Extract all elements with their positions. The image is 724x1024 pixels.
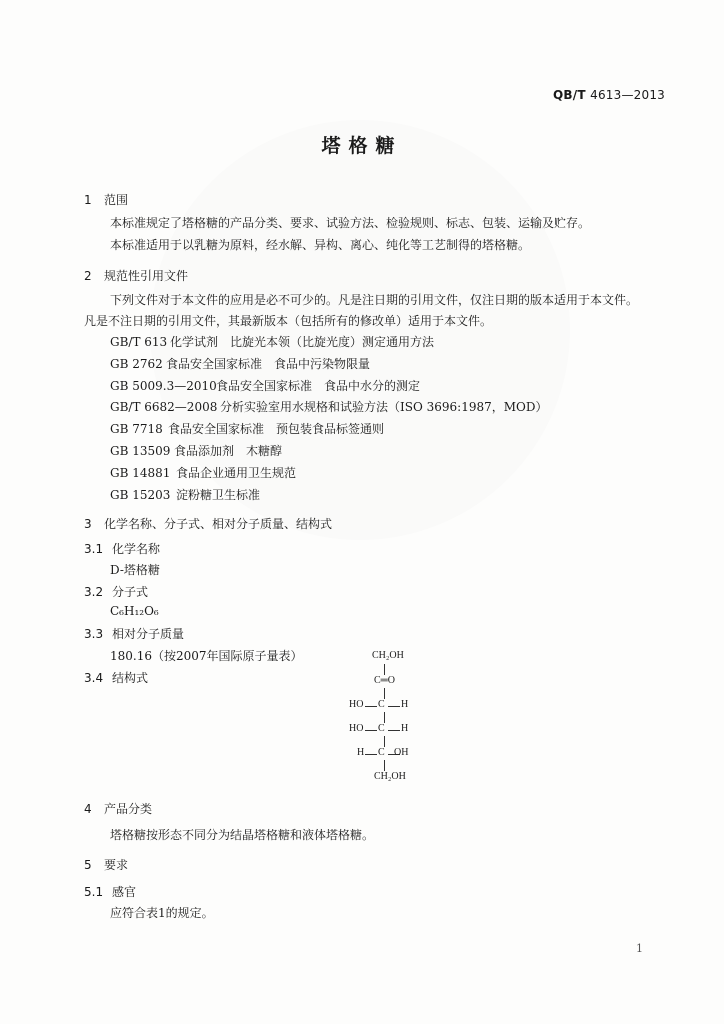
subsection-3-1-heading <box>84 540 160 557</box>
subsection-title: 分子式 <box>112 585 149 599</box>
structure-row-5-carbon: C <box>378 747 385 758</box>
reference-text: 分析实验室用水规格和试验方法（ISO 3696:1987，MOD） <box>220 400 548 414</box>
subsection-3-2-heading <box>84 583 148 600</box>
subsection-3-3-heading <box>84 625 184 642</box>
structure-row-5-left: H <box>357 747 365 758</box>
reference-item <box>110 464 296 481</box>
structure-row-4-right: H <box>401 723 409 734</box>
structure-bond <box>388 706 400 707</box>
reference-text: 淀粉糖卫生标准 <box>176 488 261 502</box>
document-title: 塔格糖 <box>321 135 403 157</box>
subsection-number: 3.3 <box>84 627 104 641</box>
reference-text: 食品企业通用卫生规范 <box>176 466 297 480</box>
structure-bottom-group: CH₂OH <box>374 771 406 782</box>
section-number: 1 <box>84 193 92 207</box>
section-5-heading <box>84 856 128 873</box>
reference-code: GB/T 613 <box>110 335 168 349</box>
section-title: 范围 <box>104 193 129 207</box>
section-4-heading <box>84 800 152 817</box>
reference-text: 食品安全国家标准 食品中污染物限量 <box>166 357 371 371</box>
structure-bond <box>384 760 385 771</box>
structure-bond <box>365 730 377 731</box>
reference-code: GB 15203 <box>110 488 171 502</box>
section-1-heading <box>84 191 128 208</box>
standard-code <box>553 88 665 102</box>
section-title: 要求 <box>104 858 129 872</box>
subsection-title: 结构式 <box>112 671 149 685</box>
structure-bond <box>384 736 385 747</box>
structure-row-5-right: OH <box>394 747 409 758</box>
reference-item <box>110 333 434 350</box>
subsection-title: 感官 <box>112 885 137 899</box>
reference-code: GB 5009.3—2010 <box>110 379 217 393</box>
subsection-number: 3.2 <box>84 585 104 599</box>
structure-row-3-carbon: C <box>378 699 385 710</box>
section-1-paragraph-2: 本标准适用于以乳糖为原料，经水解、异构、离心、纯化等工艺制得的塔格糖。 <box>110 238 531 252</box>
section-2-paragraph-line-2: 凡是不注日期的引用文件，其最新版本（包括所有的修改单）适用于本文件。 <box>84 314 493 328</box>
section-2-heading <box>84 267 188 284</box>
structure-row-3-left: HO <box>349 699 364 710</box>
section-title: 化学名称、分子式、相对分子质量、结构式 <box>104 517 333 531</box>
standard-code-number: 4613—2013 <box>590 88 665 102</box>
structure-bond <box>384 664 385 675</box>
reference-code: GB 2762 <box>110 357 163 371</box>
structure-bond <box>384 688 385 699</box>
structure-bond <box>365 706 377 707</box>
structure-row-3-right: H <box>401 699 409 710</box>
reference-item <box>110 377 420 394</box>
structure-row-4-left: HO <box>349 723 364 734</box>
reference-item <box>110 398 547 415</box>
reference-item <box>110 420 384 437</box>
reference-item <box>110 355 370 372</box>
molecular-mass-value: 180.16（按2007年国际原子量表） <box>110 649 303 663</box>
subsection-5-1-heading <box>84 883 136 900</box>
structure-row-4-carbon: C <box>378 723 385 734</box>
structure-top-group: CH₂OH <box>372 650 404 661</box>
section-number: 5 <box>84 858 92 872</box>
subsection-3-4-heading <box>84 669 148 686</box>
reference-text: 化学试剂 比旋光本领（比旋光度）测定通用方法 <box>170 335 435 349</box>
chemical-name-value: D-塔格糖 <box>110 563 160 577</box>
section-2-paragraph-line-1: 下列文件对于本文件的应用是必不可少的。凡是注日期的引用文件，仅注日期的版本适用于本文件。 <box>110 293 639 307</box>
structure-bond <box>384 712 385 723</box>
section-number: 3 <box>84 517 92 531</box>
reference-code: GB 13509 <box>110 444 171 458</box>
reference-code: GB 14881 <box>110 466 171 480</box>
molecular-formula-value: C₆H₁₂O₆ <box>110 604 159 618</box>
reference-code: GB/T 6682—2008 <box>110 400 218 414</box>
reference-code: GB 7718 <box>110 422 163 436</box>
section-number: 4 <box>84 802 92 816</box>
reference-item <box>110 486 260 503</box>
reference-item <box>110 442 282 459</box>
section-number: 2 <box>84 269 92 283</box>
section-title: 规范性引用文件 <box>104 269 189 283</box>
section-1-paragraph-1: 本标准规定了塔格糖的产品分类、要求、试验方法、检验规则、标志、包装、运输及贮存。 <box>110 216 591 230</box>
subsection-title: 相对分子质量 <box>112 627 185 641</box>
subsection-number: 3.4 <box>84 671 104 685</box>
section-4-paragraph: 塔格糖按形态不同分为结晶塔格糖和液体塔格糖。 <box>110 828 375 842</box>
subsection-title: 化学名称 <box>112 542 161 556</box>
standard-code-prefix: QB/T <box>553 88 586 102</box>
section-title: 产品分类 <box>104 802 153 816</box>
structure-bond <box>365 754 377 755</box>
reference-text: 食品添加剂 木糖醇 <box>174 444 283 458</box>
structure-carbonyl-group: C═O <box>374 675 395 686</box>
structure-bond <box>388 730 400 731</box>
reference-text: 食品安全国家标准 食品中水分的测定 <box>216 379 421 393</box>
subsection-number: 5.1 <box>84 885 104 899</box>
section-5-1-paragraph: 应符合表1的规定。 <box>110 906 214 920</box>
page-number: 1 <box>636 942 643 955</box>
section-3-heading <box>84 515 332 532</box>
reference-text: 食品安全国家标准 预包装食品标签通则 <box>168 422 385 436</box>
subsection-number: 3.1 <box>84 542 104 556</box>
